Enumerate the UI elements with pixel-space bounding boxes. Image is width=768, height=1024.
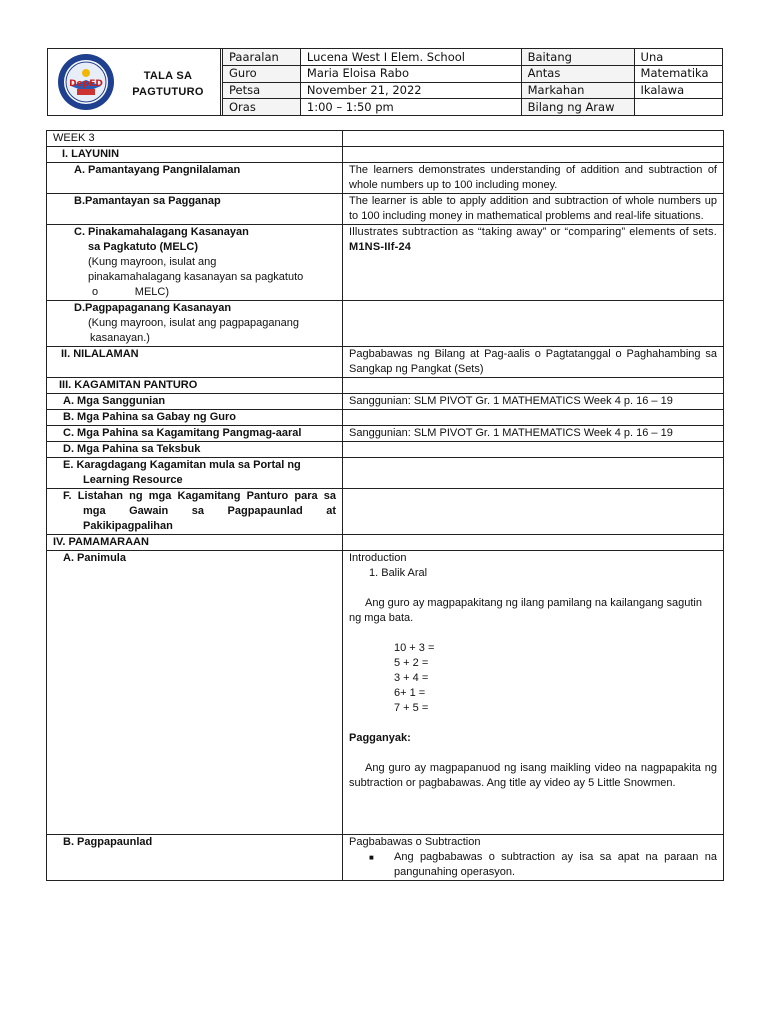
label-gabay-ng-guro: B. Mga Pahina sa Gabay ng Guro (47, 410, 343, 426)
header-value: Maria Eloisa Rabo (300, 66, 521, 83)
melc-label-line-1: C. Pinakamahalagang Kasanayan (74, 226, 249, 238)
table-row (47, 426, 724, 442)
header-value: November 21, 2022 (300, 82, 521, 99)
value-pamantayan-sa-pagganap: The learner is able to apply addition and subtraction of whole numbers up to 100 including money in mathematical problems and real-life situations. (343, 194, 724, 225)
bullet-icon: ■ (369, 853, 374, 862)
header-value: Lucena West I Elem. School (300, 49, 521, 66)
portal-label-line-1: E. Karagdagang Kagamitan mula sa Portal ng (63, 459, 301, 471)
title-line-1: TALA SA (143, 70, 193, 82)
table-row (47, 378, 724, 394)
header-row (223, 82, 723, 99)
label-panimula: A. Panimula (47, 551, 343, 835)
label-pamantayang-pangnilalaman: A. Pamantayang Pangnilalaman (47, 163, 343, 194)
value-pagpapaunlad (343, 835, 724, 881)
value-mga-sanggunian: Sanggunian: SLM PIVOT Gr. 1 MATHEMATICS Week 4 p. 16 – 19 (343, 394, 724, 410)
value-melc (343, 225, 724, 301)
header-value (634, 99, 722, 116)
table-row (47, 163, 724, 194)
label-mga-sanggunian: A. Mga Sanggunian (47, 394, 343, 410)
document-title (118, 68, 218, 100)
table-row (47, 458, 724, 489)
title-line-2: PAGTUTURO (132, 86, 204, 98)
week-cell: WEEK 3 (47, 131, 343, 147)
list-item (349, 850, 717, 880)
table-row (47, 489, 724, 535)
header-row (223, 49, 723, 66)
table-row (47, 835, 724, 881)
header-value: Matematika (634, 66, 722, 83)
empty-cell (343, 301, 724, 347)
section-kagamitan: III. KAGAMITAN PANTURO (47, 378, 343, 394)
pagpapaganang-note-1: (Kung mayroon, isulat ang pagpapaganang (88, 317, 299, 329)
section-nilalaman: II. NILALAMAN (47, 347, 343, 378)
melc-note-line-1: (Kung mayroon, isulat ang (88, 256, 217, 268)
header-value: Ikalawa (634, 82, 722, 99)
introduction-heading: Introduction (349, 552, 407, 564)
melc-note-line-3: o MELC) (92, 286, 170, 298)
melc-code: M1NS-IIf-24 (349, 241, 412, 253)
melc-note-line-2: pinakamahalagang kasanayan sa pagkatuto (88, 271, 304, 283)
table-row (47, 442, 724, 458)
pagpapaunlad-title: Pagbabawas o Subtraction (349, 836, 481, 848)
empty-cell (343, 147, 724, 163)
pagpapaganang-label: D.Pagpapaganang Kasanayan (74, 302, 232, 314)
value-nilalaman: Pagbabawas ng Bilang at Pag-aalis o Pagtatanggal o Paghahambing sa Sangkap ng Pangkat (Sets) (343, 347, 724, 378)
header-label: Paaralan (223, 49, 301, 66)
header-info-grid (222, 49, 722, 115)
pagganyak-text: Ang guro ay magpapanuod ng isang maikling video na nagpapakita ng subtraction or pagbabawas. Ang title ay video ay 5 Little Snowmen. (349, 762, 717, 789)
melc-label-line-2: sa Pagkatuto (MELC) (88, 241, 199, 253)
equation-item: 5 + 2 = (394, 657, 429, 669)
empty-cell (343, 410, 724, 426)
pagganyak-heading: Pagganyak: (349, 732, 411, 744)
value-kagamitang-pangmag-aaral: Sanggunian: SLM PIVOT Gr. 1 MATHEMATICS Week 4 p. 16 – 19 (343, 426, 724, 442)
portal-label-line-2: Learning Resource (83, 474, 183, 486)
header-label: Petsa (223, 82, 301, 99)
equation-item: 10 + 3 = (394, 642, 435, 654)
section-pamamaraan: IV. PAMAMARAAN (47, 535, 343, 551)
section-layunin: I. LAYUNIN (47, 147, 343, 163)
guro-instruction: Ang guro ay magpapakitang ng ilang pamilang na kailangang sagutin ng mga bata. (349, 597, 702, 624)
header-value: Una (634, 49, 722, 66)
equation-item: 6+ 1 = (394, 687, 426, 699)
empty-cell (343, 131, 724, 147)
header-label: Baitang (521, 49, 634, 66)
table-row (47, 194, 724, 225)
empty-cell (343, 378, 724, 394)
label-pagpapaunlad: B. Pagpapaunlad (47, 835, 343, 881)
table-row (47, 301, 724, 347)
lesson-plan-table (46, 130, 724, 881)
value-pamantayang-pangnilalaman: The learners demonstrates understanding of addition and subtraction of whole numbers up to 100 including money. (343, 163, 724, 194)
empty-cell (343, 458, 724, 489)
label-melc (47, 225, 343, 301)
header-value: 1:00 – 1:50 pm (300, 99, 521, 116)
header-label: Antas (521, 66, 634, 83)
header-label: Guro (223, 66, 301, 83)
label-listahan-kagamitan: F. Listahan ng mga Kagamitang Panturo para sa mga Gawain sa Pagpapaunlad at Pakikipagpalihan (47, 489, 343, 535)
empty-cell (343, 442, 724, 458)
header-label: Oras (223, 99, 301, 116)
table-row (47, 551, 724, 835)
header-label: Bilang ng Araw (521, 99, 634, 116)
label-kagamitang-pangmag-aaral: C. Mga Pahina sa Kagamitang Pangmag-aaral (47, 426, 343, 442)
empty-cell (343, 535, 724, 551)
value-panimula (343, 551, 724, 835)
table-row (47, 147, 724, 163)
svg-text:DepED: DepED (69, 79, 103, 89)
table-row (47, 225, 724, 301)
melc-text: Illustrates subtraction as “taking away” or “comparing” elements of sets. (349, 226, 717, 238)
header-label: Markahan (521, 82, 634, 99)
equation-item: 7 + 5 = (394, 702, 429, 714)
balik-aral-item: 1. Balik Aral (369, 567, 428, 579)
header-table (47, 48, 723, 116)
empty-cell (343, 489, 724, 535)
table-row (47, 347, 724, 378)
table-row (47, 535, 724, 551)
label-pagpapaganang-kasanayan (47, 301, 343, 347)
table-row (47, 394, 724, 410)
equation-item: 3 + 4 = (394, 672, 429, 684)
label-teksbuk: D. Mga Pahina sa Teksbuk (47, 442, 343, 458)
table-row (47, 131, 724, 147)
logo-cell (48, 49, 221, 115)
table-row (47, 410, 724, 426)
header-row (223, 99, 723, 116)
pagpapaganang-note-2: kasanayan.) (90, 332, 150, 344)
header-row (223, 66, 723, 83)
pagpapaunlad-bullet-text: Ang pagbabawas o subtraction ay isa sa apat na paraan na pangunahing operasyon. (394, 851, 717, 878)
label-portal-learning-resource (47, 458, 343, 489)
label-pamantayan-sa-pagganap: B.Pamantayan sa Pagganap (47, 194, 343, 225)
deped-logo-icon (57, 53, 115, 111)
